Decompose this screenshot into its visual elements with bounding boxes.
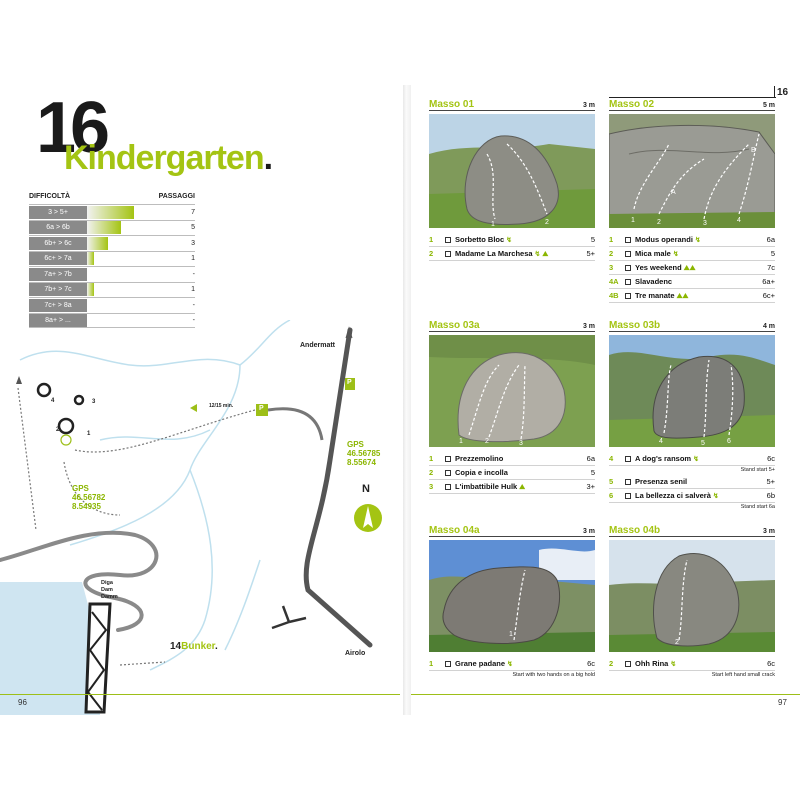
route-checkbox[interactable]: [445, 661, 451, 667]
block-masso-02: [609, 99, 775, 303]
photo-label: 6: [727, 438, 731, 445]
side-road: [268, 409, 322, 440]
route-name-text: Mica male: [635, 249, 671, 258]
route-style-icon: ↯: [506, 237, 513, 244]
route-checkbox[interactable]: [625, 456, 631, 462]
route-style-icon: ⛰⛰: [683, 264, 696, 272]
route-checkbox[interactable]: [625, 493, 631, 499]
route-note: Stand start 5+: [740, 467, 775, 473]
route-row: [609, 289, 775, 303]
gps-boulders: [72, 484, 105, 512]
chapter-title: [64, 141, 272, 175]
route-style-icon: ↯: [670, 661, 677, 668]
route-grade: 7c: [767, 263, 775, 272]
boulder-photo: [609, 114, 775, 228]
route-note: Stand start 6a: [740, 504, 775, 510]
route-checkbox[interactable]: [625, 661, 631, 667]
route-grade: 5+: [766, 477, 775, 486]
gps-lon: 8.54935: [72, 502, 101, 512]
block-height: 3 m: [582, 323, 595, 330]
gps-label: GPS: [72, 484, 89, 493]
walk-time: 12/15 min.: [209, 403, 234, 409]
photo-label: 4: [659, 438, 663, 445]
route-note: Start left hand small crack: [711, 672, 775, 678]
block-header: [609, 525, 775, 537]
block-header: [429, 525, 595, 537]
difficulty-grade: 6b+ > 6c: [29, 237, 87, 250]
photo-label: 5: [701, 440, 705, 447]
route-name: [455, 249, 573, 259]
difficulty-bar-track: [87, 268, 181, 281]
route-note: Start with two hands on a big hold: [512, 672, 595, 678]
difficulty-bar-track: [87, 283, 181, 296]
route-number: 2: [609, 659, 614, 668]
route-name: [635, 491, 753, 500]
route-name: [635, 291, 753, 301]
difficulty-row: [29, 282, 195, 298]
boulder-label-4: 4: [51, 398, 55, 404]
route-number: 4B: [609, 291, 619, 300]
difficulty-row: [29, 220, 195, 236]
block-masso-03b: [609, 320, 775, 512]
difficulty-row: [29, 204, 195, 220]
difficulty-bar-track: [87, 299, 181, 312]
route-number: 1: [429, 659, 434, 668]
route-row: [609, 233, 775, 247]
parking-label-2: P: [347, 379, 352, 386]
route-name-text: L'imbattibile Hulk: [455, 481, 518, 491]
gps-lon: 8.55674: [347, 458, 376, 468]
route-row: [429, 247, 595, 261]
photo-label: 1: [631, 217, 635, 224]
route-name-text: Presenza senil: [635, 477, 688, 486]
route-style-icon: ⛰: [519, 483, 526, 491]
difficulty-grade: 7b+ > 7c: [29, 283, 87, 296]
target-marker: [61, 435, 71, 445]
difficulty-count: 1: [191, 255, 195, 263]
photo-label: 3: [703, 220, 707, 227]
approach-path: [18, 388, 36, 530]
route-row: [609, 657, 775, 671]
block-height: 3 m: [762, 528, 775, 535]
block-masso-03a: [429, 320, 595, 494]
bunker-number: 14: [170, 641, 182, 652]
gps-lat: 46.56785: [347, 449, 381, 459]
difficulty-bar-track: [87, 252, 181, 265]
boulder-marker: [75, 396, 83, 404]
route-checkbox[interactable]: [625, 237, 631, 243]
routes-header: PASSAGGI: [158, 193, 195, 200]
route-number: 2: [429, 468, 434, 477]
route-row: [609, 475, 775, 489]
route-row: [429, 466, 595, 480]
stream: [240, 320, 290, 365]
route-grade: 6c: [767, 659, 775, 668]
block-header: [609, 99, 775, 111]
right-folio: 97: [778, 698, 787, 707]
route-number: 5: [609, 477, 614, 486]
difficulty-count: 7: [191, 208, 195, 216]
difficulty-count: -: [192, 301, 195, 309]
route-style-icon: ⛰⛰: [676, 292, 689, 300]
left-arrow-icon: [16, 376, 22, 384]
route-row: [429, 233, 595, 247]
route-checkbox[interactable]: [445, 237, 451, 243]
route-name-text: A dog's ransom: [635, 454, 692, 463]
route-list: [429, 657, 595, 680]
route-grade: 6c: [767, 454, 775, 463]
left-page-rule: [0, 694, 400, 695]
block-name: Masso 01: [429, 99, 475, 110]
route-checkbox[interactable]: [625, 265, 631, 271]
route-name: [455, 482, 573, 492]
block-height: 3 m: [582, 528, 595, 535]
route-number: 1: [429, 454, 434, 463]
difficulty-bar: [87, 252, 94, 265]
section-number: 16: [777, 87, 789, 98]
route-name: [635, 277, 753, 286]
difficulty-grade: 3 > 5+: [29, 206, 87, 219]
route-name-text: Prezzemolino: [455, 454, 504, 463]
route-checkbox[interactable]: [625, 251, 631, 257]
difficulty-table: [29, 193, 195, 328]
difficulty-grade: 6a > 6b: [29, 221, 87, 234]
difficulty-count: 1: [191, 286, 195, 294]
difficulty-bar: [87, 283, 94, 296]
route-list: [609, 452, 775, 512]
route-number: 6: [609, 491, 614, 500]
difficulty-row: [29, 266, 195, 282]
route-checkbox[interactable]: [445, 251, 451, 257]
route-checkbox[interactable]: [445, 484, 451, 490]
stream: [20, 351, 240, 366]
helicopter-icon: [272, 606, 306, 628]
route-style-icon: ↯: [694, 237, 701, 244]
route-row: [609, 247, 775, 261]
route-name-text: La bellezza ci salverà: [635, 491, 711, 500]
route-grade: 6b: [766, 491, 775, 500]
approach-map: [0, 320, 400, 715]
stream: [100, 430, 210, 440]
route-checkbox[interactable]: [445, 470, 451, 476]
photo-label: 1: [509, 631, 513, 638]
difficulty-count: 3: [191, 239, 195, 247]
approach-path: [120, 662, 165, 665]
route-checkbox[interactable]: [625, 293, 631, 299]
difficulty-bar-track: [87, 206, 181, 219]
parking-label-1: P: [259, 405, 264, 412]
difficulty-header: DIFFICOLTÀ: [29, 193, 71, 200]
photo-label: 3: [519, 440, 523, 447]
route-name-text: Sorbetto Bloc: [455, 235, 505, 244]
gps-lat: 46.56782: [72, 493, 106, 503]
route-number: 4: [609, 454, 614, 463]
photo-label: 1: [491, 221, 495, 228]
bunker-link: [170, 641, 218, 652]
route-checkbox[interactable]: [625, 279, 631, 285]
route-name: [455, 235, 573, 244]
route-name: [635, 454, 753, 463]
route-name: [635, 477, 753, 486]
route-number: 2: [609, 249, 614, 258]
difficulty-bar-track: [87, 237, 181, 250]
route-number: 4A: [609, 277, 619, 286]
dam-label-3: Damm: [101, 594, 118, 601]
route-style-icon: ↯ ⛰: [534, 250, 549, 258]
block-masso-04a: [429, 525, 595, 680]
block-height: 4 m: [762, 323, 775, 330]
photo-label: 2: [485, 438, 489, 445]
photo-label: A: [671, 189, 676, 196]
chapter-title-text: Kindergarten: [64, 139, 264, 177]
approach-path: [75, 410, 255, 452]
difficulty-count: 5: [191, 224, 195, 232]
difficulty-count: -: [192, 270, 195, 278]
difficulty-row: [29, 235, 195, 251]
book-gutter: [403, 85, 411, 715]
difficulty-count: -: [192, 316, 195, 324]
dam-label: [101, 580, 118, 601]
photo-label: 1: [459, 438, 463, 445]
route-style-icon: ↯: [507, 661, 513, 668]
photo-label: 2: [545, 219, 549, 226]
difficulty-grade: 6c+ > 7a: [29, 252, 87, 265]
route-row: [429, 480, 595, 494]
boulder-label-3: 3: [92, 399, 96, 405]
route-row: [429, 452, 595, 466]
route-row: [609, 275, 775, 289]
route-name: [455, 468, 573, 477]
route-name-text: Yes weekend: [635, 262, 682, 272]
route-grade: 6a: [586, 454, 595, 463]
difficulty-rows: [29, 204, 195, 328]
route-style-icon: ↯: [712, 493, 719, 500]
stream: [70, 365, 240, 545]
route-name-text: Copia e incolla: [455, 468, 508, 477]
block-name: Masso 03a: [429, 320, 480, 331]
route-name: [455, 454, 573, 463]
route-name-text: Ohh Rina: [635, 659, 669, 668]
bunker-name: Bunker: [181, 641, 216, 652]
block-header: [429, 320, 595, 332]
block-height: 5 m: [762, 102, 775, 109]
block-masso-01: [429, 99, 595, 261]
route-number: 2: [429, 249, 434, 258]
block-masso-04b: [609, 525, 775, 680]
boulder-marker: [59, 419, 73, 433]
andermatt-label: Andermatt: [300, 342, 336, 349]
difficulty-grade: 7c+ > 8a: [29, 299, 87, 312]
stream: [225, 560, 260, 650]
route-grade: 6a: [766, 235, 775, 244]
difficulty-grade: 7a+ > 7b: [29, 268, 87, 281]
route-list: [429, 233, 595, 261]
route-checkbox[interactable]: [625, 479, 631, 485]
block-name: Masso 04b: [609, 525, 661, 536]
walk-arrow-icon: [190, 404, 197, 412]
route-row: [609, 489, 775, 503]
route-name: [635, 235, 753, 244]
route-style-icon: ↯: [693, 456, 699, 463]
route-name: [635, 249, 753, 258]
bunker-dot: .: [215, 641, 218, 652]
difficulty-bar: [87, 206, 134, 219]
block-name: Masso 03b: [609, 320, 661, 331]
block-header: [429, 99, 595, 111]
dam-label-2: Dam: [101, 587, 113, 594]
route-grade: 5: [770, 249, 775, 258]
route-checkbox[interactable]: [445, 456, 451, 462]
route-grade: 5: [590, 235, 595, 244]
boulder-label-2: 2: [56, 427, 60, 433]
route-number: 1: [429, 235, 434, 244]
route-grade: 6a+: [762, 277, 775, 286]
difficulty-table-header: [29, 193, 195, 204]
chapter-number: 16: [36, 88, 105, 168]
route-name-text: Modus operandi: [635, 235, 693, 244]
right-page-rule: [411, 694, 800, 695]
boulder-label-1: 1: [87, 431, 91, 437]
route-name: [635, 659, 753, 668]
airolo-label: Airolo: [345, 650, 366, 657]
route-row: [609, 261, 775, 275]
route-grade: 5+: [586, 249, 595, 258]
boulder-photo: [429, 540, 595, 652]
block-height: 3 m: [582, 102, 595, 109]
route-grade: 6c: [587, 659, 595, 668]
difficulty-bar: [87, 237, 108, 250]
photo-label: 4: [737, 217, 741, 224]
route-number: 1: [609, 235, 614, 244]
north-label: N: [362, 483, 370, 495]
boulder-photo: [429, 335, 595, 447]
route-name-text: Grane padane: [455, 659, 506, 668]
dam-label-1: Diga: [101, 580, 113, 586]
route-grade: 6c+: [762, 291, 775, 300]
route-list: [609, 233, 775, 303]
route-name-text: Madame La Marchesa: [455, 248, 533, 258]
difficulty-bar: [87, 221, 121, 234]
route-name-text: Tre manate: [635, 290, 675, 300]
route-name: [455, 659, 573, 668]
boulder-photo: [609, 540, 775, 652]
route-list: [609, 657, 775, 680]
photo-label: 2: [675, 639, 679, 646]
route-number: 3: [429, 482, 434, 491]
chapter-title-dot: .: [263, 139, 273, 177]
boulder-marker: [38, 384, 50, 396]
difficulty-row: [29, 251, 195, 267]
photo-label: B: [751, 147, 756, 154]
route-name: [635, 263, 753, 273]
route-grade: 3+: [586, 482, 595, 491]
block-name: Masso 02: [609, 99, 655, 110]
gps-parking: [347, 440, 380, 468]
main-road: [306, 330, 370, 645]
gps-label: GPS: [347, 440, 364, 449]
difficulty-bar-track: [87, 221, 181, 234]
route-row: [609, 452, 775, 466]
lake: [0, 582, 100, 715]
section-rule: [609, 97, 776, 98]
difficulty-grade: 8a+ > ...: [29, 314, 87, 327]
route-name-text: Slavadenc: [635, 277, 673, 286]
left-folio: 96: [18, 698, 27, 707]
route-number: 3: [609, 263, 614, 272]
boulder-photo: [609, 335, 775, 447]
block-name: Masso 04a: [429, 525, 480, 536]
route-list: [429, 452, 595, 494]
difficulty-row: [29, 297, 195, 313]
route-style-icon: ↯: [672, 251, 679, 258]
route-row: [429, 657, 595, 671]
stream: [150, 470, 212, 670]
block-header: [609, 320, 775, 332]
photo-label: 2: [657, 219, 661, 226]
boulder-photo: [429, 114, 595, 228]
route-grade: 5: [590, 468, 595, 477]
